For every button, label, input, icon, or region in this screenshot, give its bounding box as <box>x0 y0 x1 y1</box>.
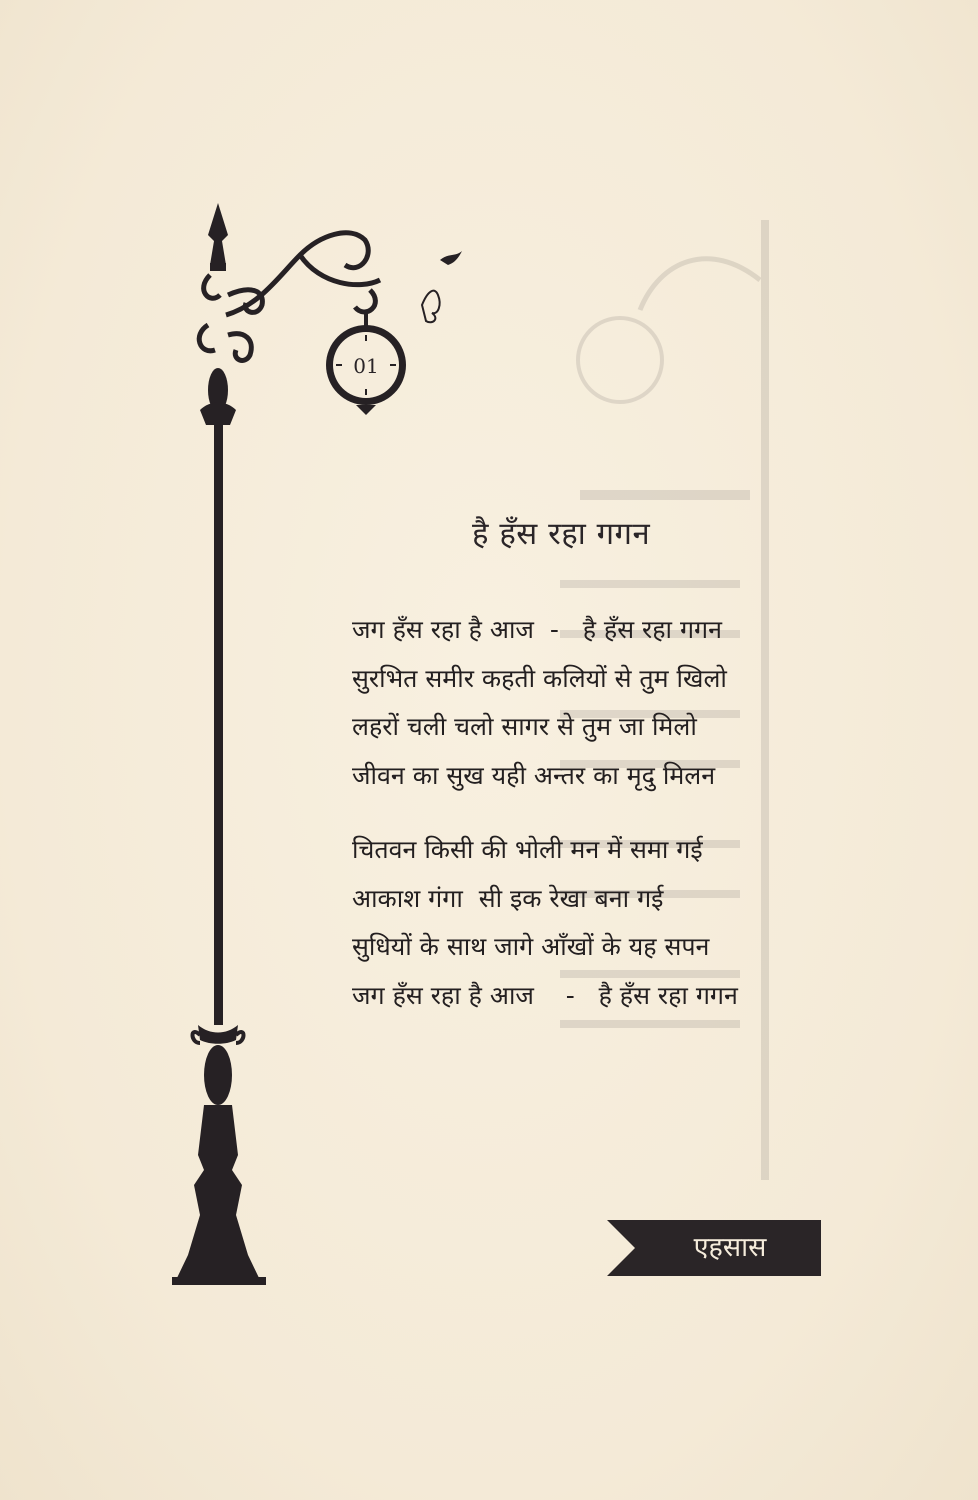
bird-icon-outline <box>422 291 440 323</box>
bird-icon <box>440 251 462 265</box>
poem-line: जीवन का सुख यही अन्तर का मृदु मिलन <box>352 760 716 790</box>
lamp-pole <box>214 420 223 1025</box>
poem-title: है हँस रहा गगन <box>472 516 651 552</box>
poem-line: सुधियों के साथ जागे आँखों के यह सपन <box>352 932 710 961</box>
poem-line: सुरभित समीर कहती कलियों से तुम खिलो <box>352 663 727 693</box>
poem-line: लहरों चली चलो सागर से तुम जा मिलो <box>352 712 697 741</box>
stanza-1 <box>352 606 727 800</box>
ribbon-label: एहसास <box>693 1232 767 1263</box>
poem-line: चितवन किसी की भोली मन में समा गई <box>352 835 703 864</box>
clock-number: 01 <box>353 354 379 378</box>
lamp-finial <box>208 203 228 265</box>
poem-line: जग हँस रहा है आज - है हँस रहा गगन <box>352 615 722 644</box>
poem-line: जग हँस रहा है आज - है हँस रहा गगन <box>352 980 738 1010</box>
lamp-base <box>176 1105 260 1280</box>
stanza-2 <box>352 826 738 1020</box>
clock-icon <box>326 313 406 415</box>
poem-line: आकाश गंगा सी इक रेखा बना गई <box>352 883 664 913</box>
